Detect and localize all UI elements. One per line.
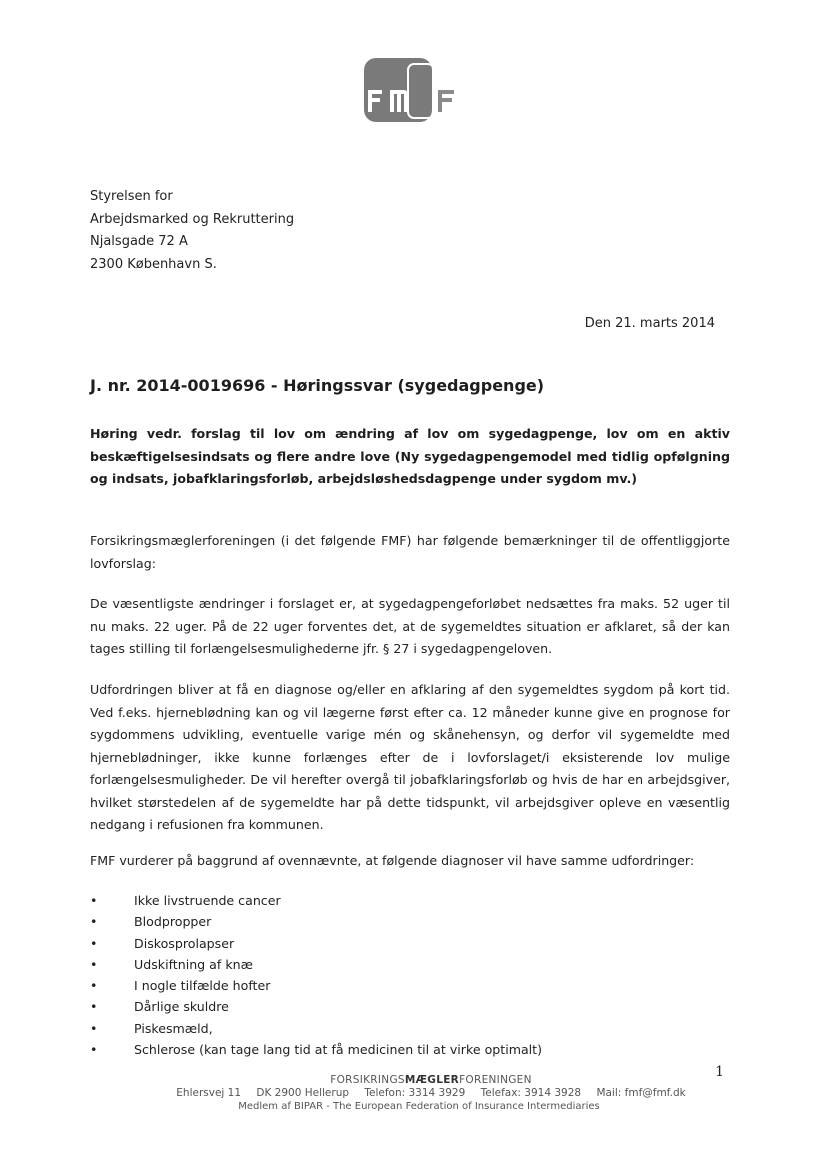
footer-organization (18, 1074, 826, 1086)
list-item (90, 1039, 542, 1060)
recipient-line: Styrelsen for (90, 189, 173, 204)
paragraph-assessment: FMF vurderer på baggrund af ovennævnte, at følgende diagnoser vil have samme udfordringer: (90, 853, 695, 868)
bullet-icon: • (90, 1020, 98, 1036)
recipient-line: Njalsgade 72 A (90, 234, 188, 249)
footer-mail: Mail: fmf@fmf.dk (596, 1087, 686, 1099)
bullet-icon: • (90, 893, 98, 908)
bullet-icon: • (90, 914, 98, 930)
list-item (90, 911, 542, 932)
footer-address: Ehlersvej 11 (176, 1087, 242, 1099)
list-item-text: Ikke livstruende cancer (134, 893, 281, 908)
list-item (90, 975, 542, 996)
footer-org-part: FORENINGEN (459, 1074, 532, 1086)
subject-heading: J. nr. 2014-0019696 - Høringssvar (sygedagpenge) (90, 376, 545, 395)
list-item-text: Dårlige skuldre (134, 999, 229, 1015)
list-item (90, 890, 542, 911)
letter-date: Den 21. marts 2014 (584, 316, 715, 331)
list-item-text: Udskiftning af knæ (134, 956, 253, 972)
footer-membership: Medlem af BIPAR - The European Federation of Insurance Intermediaries (238, 1101, 600, 1112)
bullet-icon: • (90, 978, 98, 994)
footer-org-part: FORSIKRINGS (330, 1074, 405, 1086)
list-item (90, 933, 542, 954)
hearing-title: Høring vedr. forslag til lov om ændring af lov om sygedagpenge, lov om en aktiv beskæftigelsesindsats og flere andre love (Ny sygedagpengemodel med tidlig opfølgning og indsats, jobafklaringsforløb, arbejdsløshedsdagpenge under sygdom mv.) (90, 426, 730, 486)
footer-contact (18, 1087, 826, 1099)
list-item-text: Diskosprolapser (134, 935, 235, 951)
list-item-text: I nogle tilfælde hofter (134, 978, 271, 994)
footer-phone: Telefon: 3314 3929 (364, 1087, 466, 1099)
list-item-text: Schlerose (kan tage lang tid at få medicinen til at virke optimalt) (134, 1042, 543, 1058)
logo-text: FMF (358, 56, 361, 57)
footer-fax: Telefax: 3914 3928 (480, 1087, 582, 1099)
list-item-text: Piskesmæld, (134, 1020, 213, 1036)
recipient-address (90, 186, 294, 276)
fmf-logo (358, 56, 462, 124)
bullet-icon: • (90, 1042, 98, 1058)
footer-city: DK 2900 Hellerup (256, 1087, 350, 1099)
page-number: 1 (715, 1064, 724, 1080)
list-item (90, 1018, 542, 1039)
diagnosis-list (90, 890, 542, 1060)
bullet-icon: • (90, 956, 98, 972)
list-item (90, 954, 542, 975)
bullet-icon: • (90, 935, 98, 951)
paragraph-changes: De væsentligste ændringer i forslaget er, at sygedagpengeforløbet nedsættes fra maks. 52 uger til nu maks. 22 uger. På de 22 uger forventes det, at de sygemeldtes situation er afklaret, så der kan tages stilling til forlængelsesmulighederne jfr. § 27 i sygedagpengeloven. (90, 596, 730, 656)
paragraph-intro: Forsikringsmæglerforeningen (i det følgende FMF) har følgende bemærkninger til de offentliggjorte lovforslag: (90, 533, 730, 571)
bullet-icon: • (90, 999, 98, 1015)
paragraph-challenge: Udfordringen bliver at få en diagnose og/eller en afklaring af den sygemeldtes sygdom på kort tid. Ved f.eks. hjerneblødning kan og vil lægerne først efter ca. 12 måneder kunne give en prognose for sygdommens udvikling, eventuelle varige mén og skånehensyn, og derfor vil sygemeldte med hjerneblødninger, ikke kunne forlænges efter de i lovforslaget/i eksisterende lov mulige forlængelsesmuligheder. De vil herefter overgå til jobafklaringsforløb og hvis de har en arbejdsgiver, hvilket størstedelen af de sygemeldte har på dette tidspunkt, vil arbejdsgiver opleve en væsentlig nedgang i refusionen fra kommunen. (90, 682, 730, 832)
recipient-line: Arbejdsmarked og Rekruttering (90, 211, 295, 227)
logo-letter-f2 (438, 90, 454, 112)
recipient-line: 2300 København S. (90, 256, 217, 272)
list-item (90, 996, 542, 1017)
list-item-text: Blodpropper (134, 914, 212, 930)
footer-org-part-bold: MÆGLER (404, 1074, 460, 1086)
